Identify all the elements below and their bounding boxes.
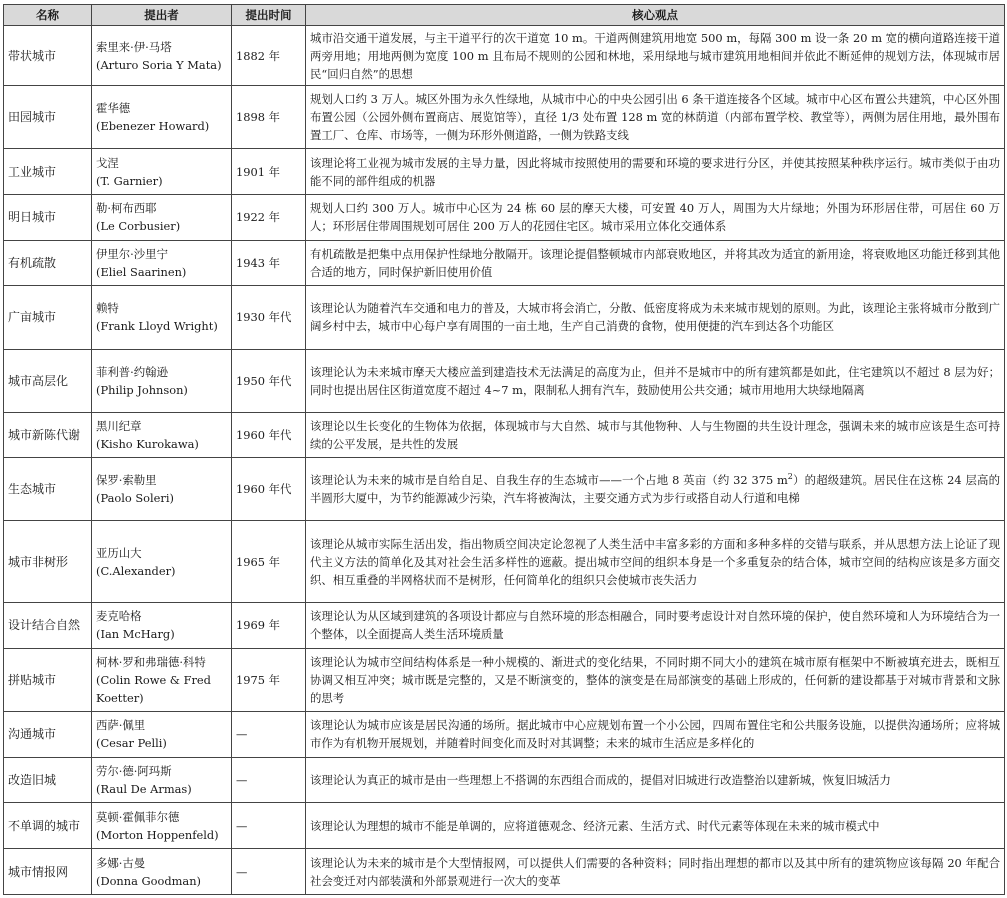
year: 1960 年代	[232, 412, 306, 458]
core-view	[306, 458, 1005, 521]
proposer-en: (T. Garnier)	[96, 173, 163, 188]
core-view: 该理论认为随着汽车交通和电力的普及，大城市将会消亡，分散、低密度将成为未来城市规划的原则。为此，该理论主张将城市分散到广阔乡村中去，城市中心每户享有周围的一亩土地，生产自己消费的食物，使用便捷的汽车到达各个功能区	[306, 286, 1005, 349]
proposer-cn: 麦克哈格	[96, 609, 142, 624]
proposer-cell	[92, 803, 232, 849]
header-name: 名称	[4, 5, 92, 26]
proposer-cell	[92, 602, 232, 648]
core-view: 该理论认为真正的城市是由一些理想上不搭调的东西组合而成的，提倡对旧城进行改造整治以建新城，恢复旧城活力	[306, 757, 1005, 803]
proposer-en: (Ebenezer Howard)	[96, 119, 210, 134]
theory-name: 广亩城市	[4, 286, 92, 349]
theory-name: 明日城市	[4, 194, 92, 240]
proposer-en: (Donna Goodman)	[96, 873, 201, 888]
year: 1898 年	[232, 86, 306, 149]
proposer-cell	[92, 26, 232, 86]
year: 1950 年代	[232, 349, 306, 412]
table-row	[4, 26, 1005, 86]
proposer-cell	[92, 194, 232, 240]
proposer-en: (Colin Rowe & Fred Koetter)	[96, 672, 211, 705]
proposer-cn: 亚历山大	[96, 545, 142, 560]
header-proposer: 提出者	[92, 5, 232, 26]
year: —	[232, 711, 306, 757]
year: —	[232, 757, 306, 803]
proposer-cn: 伊里尔·沙里宁	[96, 247, 168, 262]
proposer-cell	[92, 521, 232, 602]
proposer-cn: 勒·柯布西耶	[96, 201, 157, 216]
table-row	[4, 849, 1005, 895]
table-row	[4, 648, 1005, 711]
year: 1960 年代	[232, 458, 306, 521]
table-row	[4, 86, 1005, 149]
superscript-2: 2	[787, 472, 793, 482]
proposer-en: (Kisho Kurokawa)	[96, 437, 199, 451]
proposer-cell	[92, 149, 232, 195]
table-row	[4, 240, 1005, 286]
proposer-cell	[92, 458, 232, 521]
proposer-cell	[92, 849, 232, 895]
theory-name: 改造旧城	[4, 757, 92, 803]
theory-name: 田园城市	[4, 86, 92, 149]
proposer-en: (C.Alexander)	[96, 563, 176, 578]
theory-name: 设计结合自然	[4, 602, 92, 648]
proposer-cell	[92, 240, 232, 286]
proposer-cn: 菲利普·约翰逊	[96, 364, 168, 379]
year: —	[232, 803, 306, 849]
proposer-cn: 保罗·索勒里	[96, 473, 157, 488]
proposer-cn: 多娜·古曼	[96, 855, 146, 870]
year: 1922 年	[232, 194, 306, 240]
proposer-en: (Frank Lloyd Wright)	[96, 319, 218, 334]
table-row	[4, 458, 1005, 521]
core-view-text: 该理论认为未来的城市是自给自足、自我生存的生态城市——一个占地 8 英亩（约 32 375 m	[310, 473, 788, 488]
proposer-en: (Paolo Soleri)	[96, 491, 174, 506]
proposer-cn: 莫顿·霍佩菲尔德	[96, 809, 180, 824]
theory-name: 拼贴城市	[4, 648, 92, 711]
proposer-cn: 戈涅	[96, 155, 119, 170]
proposer-cn: 劳尔·德·阿玛斯	[96, 763, 172, 778]
table-row	[4, 521, 1005, 602]
proposer-cell	[92, 757, 232, 803]
theory-name: 城市高层化	[4, 349, 92, 412]
theory-name: 有机疏散	[4, 240, 92, 286]
proposer-cn: 索里来·伊·马塔	[96, 39, 172, 54]
core-view: 该理论认为未来城市摩天大楼应盖到建造技术无法满足的高度为止，但并不是城市中的所有建筑都是如此，住宅建筑以不超过 8 层为好；同时也提出居住区街道宽度不超过 4~7 m，限制私人拥有汽车，鼓励使用公共交通；城市用地用大块绿地隔离	[306, 349, 1005, 412]
proposer-cell	[92, 648, 232, 711]
proposer-en: (Cesar Pelli)	[96, 736, 167, 751]
core-view: 该理论将工业视为城市发展的主导力量，因此将城市按照使用的需要和环境的要求进行分区，并使其按照某种秩序运行。城市类似于由功能不同的部件组成的机器	[306, 149, 1005, 195]
year: 1969 年	[232, 602, 306, 648]
year: 1901 年	[232, 149, 306, 195]
proposer-cell	[92, 86, 232, 149]
theory-name: 工业城市	[4, 149, 92, 195]
proposer-cn: 柯林·罗和弗瑞德·科特	[96, 654, 206, 669]
proposer-cell	[92, 412, 232, 458]
table-row	[4, 757, 1005, 803]
core-view-text: ）的超级建筑。居民住在这栋 24 层高的半圆形大厦中，为节约能源减少污染，汽车将被淘汰，主要交通方式为步行或搭自动人行道和电梯	[310, 473, 1000, 506]
proposer-cn: 黑川纪章	[96, 419, 142, 433]
proposer-en: (Eliel Saarinen)	[96, 265, 187, 280]
table-row	[4, 349, 1005, 412]
header-row	[4, 5, 1005, 26]
year: 1975 年	[232, 648, 306, 711]
table-header	[4, 5, 1005, 26]
theory-name: 不单调的城市	[4, 803, 92, 849]
year: 1965 年	[232, 521, 306, 602]
proposer-cn: 霍华德	[96, 101, 131, 116]
theory-name: 生态城市	[4, 458, 92, 521]
core-view: 该理论以生长变化的生物体为依据，体现城市与大自然、城市与其他物种、人与生物圈的共生设计理念，强调未来的城市应该是生态可持续的公平发展，是共性的发展	[306, 412, 1005, 458]
proposer-en: (Raul De Armas)	[96, 781, 192, 796]
proposer-cell	[92, 711, 232, 757]
table-body	[4, 26, 1005, 895]
header-core-view: 核心观点	[306, 5, 1005, 26]
table-row	[4, 602, 1005, 648]
theory-name: 城市新陈代谢	[4, 412, 92, 458]
core-view: 该理论认为城市应该是居民沟通的场所。据此城市中心应规划布置一个小公园，四周布置住宅和公共服务设施，以提供沟通场所；应将城市作为有机物开展规划，并随着时间变化而及时对其调整；未来的城市生活应是多样化的	[306, 711, 1005, 757]
proposer-en: (Arturo Soria Y Mata)	[96, 57, 222, 72]
core-view: 该理论认为城市空间结构体系是一种小规模的、渐进式的变化结果，不同时期不同大小的建筑在城市原有框架中不断被填充进去，既相互协调又相互冲突；城市既是完整的，又是不断演变的，整体的演变是在局部演变的基础上形成的，任何新的建设都基于对城市背景和文脉的思考	[306, 648, 1005, 711]
core-view: 该理论认为未来的城市是个大型情报网，可以提供人们需要的各种资料；同时指出理想的都市以及其中所有的建筑物应该每隔 20 年配合社会变迁对内部装潢和外部景观进行一次大的变革	[306, 849, 1005, 895]
proposer-en: (Philip Johnson)	[96, 382, 188, 397]
year: 1882 年	[232, 26, 306, 86]
table-row	[4, 286, 1005, 349]
urban-theories-table	[3, 4, 1005, 895]
core-view: 规划人口约 3 万人。城区外围为永久性绿地，从城市中心的中央公园引出 6 条干道连接各个区域。城市中心区布置公共建筑，中心区外围布置公园（公园外侧布置商店、展览馆等），直径 1/3 处布置 128 m 宽的林荫道（内部布置学校、教堂等），两侧为居住用地，最外围布置工厂、仓库、市场等，一侧为环形外侧道路，一侧为铁路支线	[306, 86, 1005, 149]
year: —	[232, 849, 306, 895]
core-view: 该理论从城市实际生活出发，指出物质空间决定论忽视了人类生活中丰富多彩的方面和多种多样的交错与联系，并从思想方法上论证了现代主义方法的简单化及其对社会生活多样性的遮蔽。提出城市空间的组织本身是一个多重复杂的结合体，城市空间的结构应该是多方面交织、相互重叠的半网格状而不是树形，任何简单化的组织只会使城市丧失活力	[306, 521, 1005, 602]
core-view: 该理论认为理想的城市不能是单调的，应将道德观念、经济元素、生活方式、时代元素等体现在未来的城市模式中	[306, 803, 1005, 849]
proposer-en: (Le Corbusier)	[96, 219, 181, 234]
table-row	[4, 803, 1005, 849]
proposer-cn: 西萨·佩里	[96, 718, 146, 733]
core-view: 城市沿交通干道发展，与主干道平行的次干道宽 10 m。干道两侧建筑用地宽 500 m，每隔 300 m 设一条 20 m 宽的横向道路连接干道两旁用地；用地两侧为宽度 100 m 且布局不规则的公园和林地，采用绿地与城市建筑用地相间并依此不断延伸的规划方法，体现城市居民“回归自然”的思想	[306, 26, 1005, 86]
core-view: 规划人口约 300 万人。城市中心区为 24 栋 60 层的摩天大楼，可安置 40 万人，周围为大片绿地；外围为环形居住带，可居住 60 万人；环形居住带周围规划可居住 200 万人的花园住宅区。城市采用立体化交通体系	[306, 194, 1005, 240]
header-year: 提出时间	[232, 5, 306, 26]
proposer-cell	[92, 349, 232, 412]
proposer-cn: 赖特	[96, 301, 119, 316]
theory-name: 带状城市	[4, 26, 92, 86]
proposer-en: (Morton Hoppenfeld)	[96, 827, 219, 842]
table-row	[4, 711, 1005, 757]
core-view: 有机疏散是把集中点用保护性绿地分散隔开。该理论提倡整顿城市内部衰败地区，并将其改为适宜的新用途，将衰败地区功能迁移到其他合适的地方，同时保护新旧使用价值	[306, 240, 1005, 286]
table-row	[4, 149, 1005, 195]
theory-name: 城市非树形	[4, 521, 92, 602]
proposer-cell	[92, 286, 232, 349]
core-view: 该理论认为从区域到建筑的各项设计都应与自然环境的形态相融合，同时要考虑设计对自然环境的保护，使自然环境和人为环境结合为一个整体，以全面提高人类生活环境质量	[306, 602, 1005, 648]
theory-name: 城市情报网	[4, 849, 92, 895]
theory-name: 沟通城市	[4, 711, 92, 757]
table-row	[4, 194, 1005, 240]
year: 1930 年代	[232, 286, 306, 349]
year: 1943 年	[232, 240, 306, 286]
table-row	[4, 412, 1005, 458]
proposer-en: (Ian McHarg)	[96, 627, 175, 642]
